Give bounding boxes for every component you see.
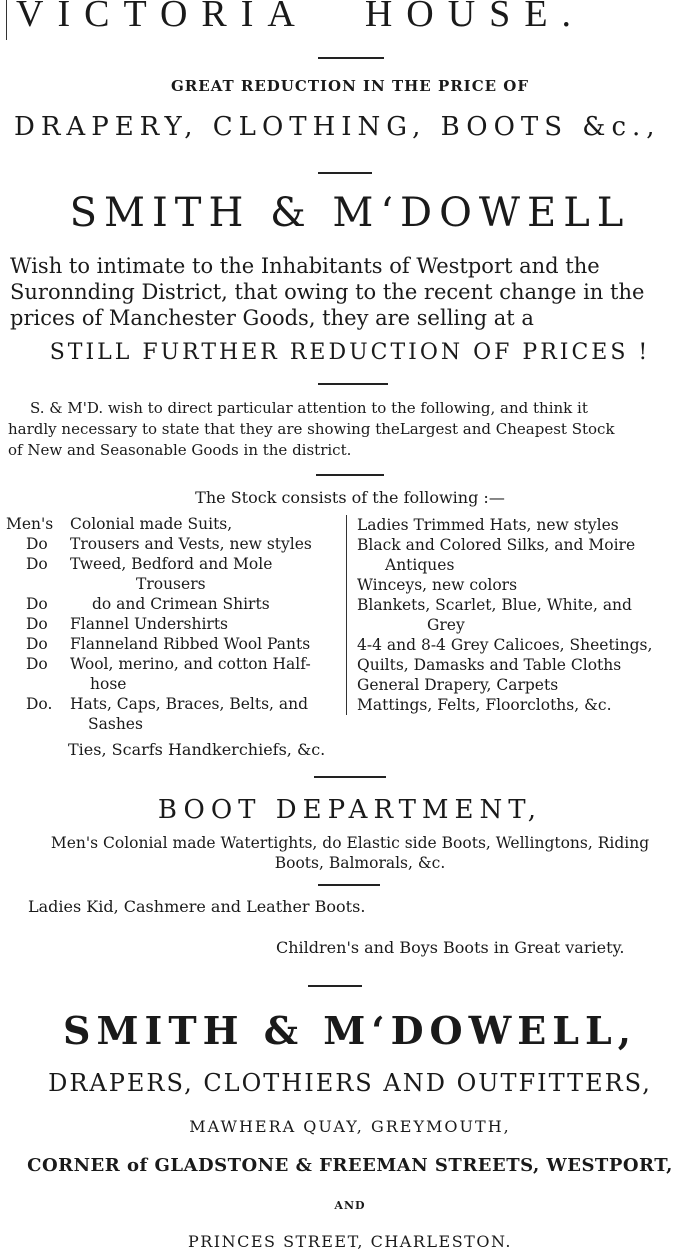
intro-line: prices of Manchester Goods, they are selling at a [10, 306, 534, 330]
firm-name-heading: SMITH & M‘DOWELL [69, 190, 631, 236]
stock-item: Winceys, new colors [357, 576, 518, 594]
stock-item-ties: Ties, Scarfs Handkerchiefs, &c. [68, 740, 326, 759]
attention-paragraph [8, 398, 700, 461]
boot-mens-line: Men's Colonial made Watertights, do Elastic side Boots, Wellingtons, Riding [50, 834, 650, 852]
divider-rule [318, 57, 384, 59]
divider-rule [318, 172, 372, 174]
stock-item: hose [90, 675, 127, 693]
attention-line: of New and Seasonable Goods in the district. [8, 441, 352, 459]
intro-line: Wish to intimate to the Inhabitants of Westport and the [10, 254, 600, 278]
categories-heading: DRAPERY, CLOTHING, BOOTS &c., [14, 112, 661, 142]
footer-address-westport: CORNER of GLADSTONE & FREEMAN STREETS, WESTPORT, [27, 1155, 673, 1176]
attention-line: hardly necessary to state that they are showing theLargest and Cheapest Stock [8, 420, 615, 438]
stock-item: 4-4 and 8-4 Grey Calicoes, Sheetings, [357, 636, 653, 654]
stock-heading: The Stock consists of the following :— [195, 488, 505, 507]
intro-line: Suronnding District, that owing to the recent change in the [10, 280, 645, 304]
stock-item: Do Tweed, Bedford and Mole [26, 555, 273, 573]
left-border-line [6, 0, 7, 40]
footer-trades: DRAPERS, CLOTHIERS AND OUTFITTERS, [48, 1069, 652, 1097]
stock-item: Do Wool, merino, and cotton Half- [26, 655, 311, 673]
footer-and: AND [334, 1199, 366, 1212]
stock-item: Do Flannel Undershirts [26, 615, 229, 633]
intro-paragraph [10, 253, 700, 331]
stock-item: Quilts, Damasks and Table Cloths [357, 656, 622, 674]
stock-item: Sashes [88, 715, 143, 733]
footer-address-charleston: PRINCES STREET, CHARLESTON. [187, 1232, 513, 1251]
stock-item: Blankets, Scarlet, Blue, White, and [357, 596, 632, 614]
footer-firm-name: SMITH & M‘DOWELL, [63, 1008, 637, 1053]
divider-rule [308, 985, 362, 987]
boot-ladies-line: Ladies Kid, Cashmere and Leather Boots. [28, 897, 366, 916]
stock-left-column [6, 514, 346, 734]
footer-address-greymouth: MAWHERA QUAY, GREYMOUTH, [189, 1117, 511, 1136]
stock-item: Do Flanneland Ribbed Wool Pants [26, 635, 311, 653]
stock-item: Black and Colored Silks, and Moire [357, 536, 636, 554]
title-word-victoria: VICTORIA [16, 0, 309, 35]
stock-item: Do do and Crimean Shirts [26, 595, 270, 613]
stock-item: General Drapery, Carpets [357, 676, 559, 694]
column-separator [346, 515, 347, 715]
stock-item: Do Trousers and Vests, new styles [26, 535, 312, 553]
stock-item: Ladies Trimmed Hats, new styles [357, 516, 619, 534]
still-further-reduction: STILL FURTHER REDUCTION OF PRICES ! [49, 340, 651, 365]
victoria-house-title [16, 0, 700, 36]
title-word-house: HOUSE. [364, 0, 586, 35]
stock-item: Antiques [385, 556, 455, 574]
stock-item: Men's Colonial made Suits, [6, 515, 233, 533]
divider-rule [318, 884, 380, 886]
boot-children-line: Children's and Boys Boots in Great variety. [276, 938, 625, 957]
reduction-subtitle: GREAT REDUCTION IN THE PRICE OF [170, 77, 530, 95]
stock-item: Mattings, Felts, Floorcloths, &c. [357, 696, 612, 714]
boot-department-heading: BOOT DEPARTMENT, [157, 795, 543, 825]
divider-rule [316, 474, 384, 476]
boot-mens-line-cont: Boots, Balmorals, &c. [274, 854, 446, 872]
divider-rule [314, 776, 386, 778]
attention-line: S. & M'D. wish to direct particular attention to the following, and think it [30, 399, 588, 417]
stock-item: Do. Hats, Caps, Braces, Belts, and [26, 695, 309, 713]
stock-item: Grey [427, 616, 465, 634]
divider-rule [318, 383, 388, 385]
stock-item: Trousers [136, 575, 206, 593]
stock-right-column [357, 515, 700, 715]
